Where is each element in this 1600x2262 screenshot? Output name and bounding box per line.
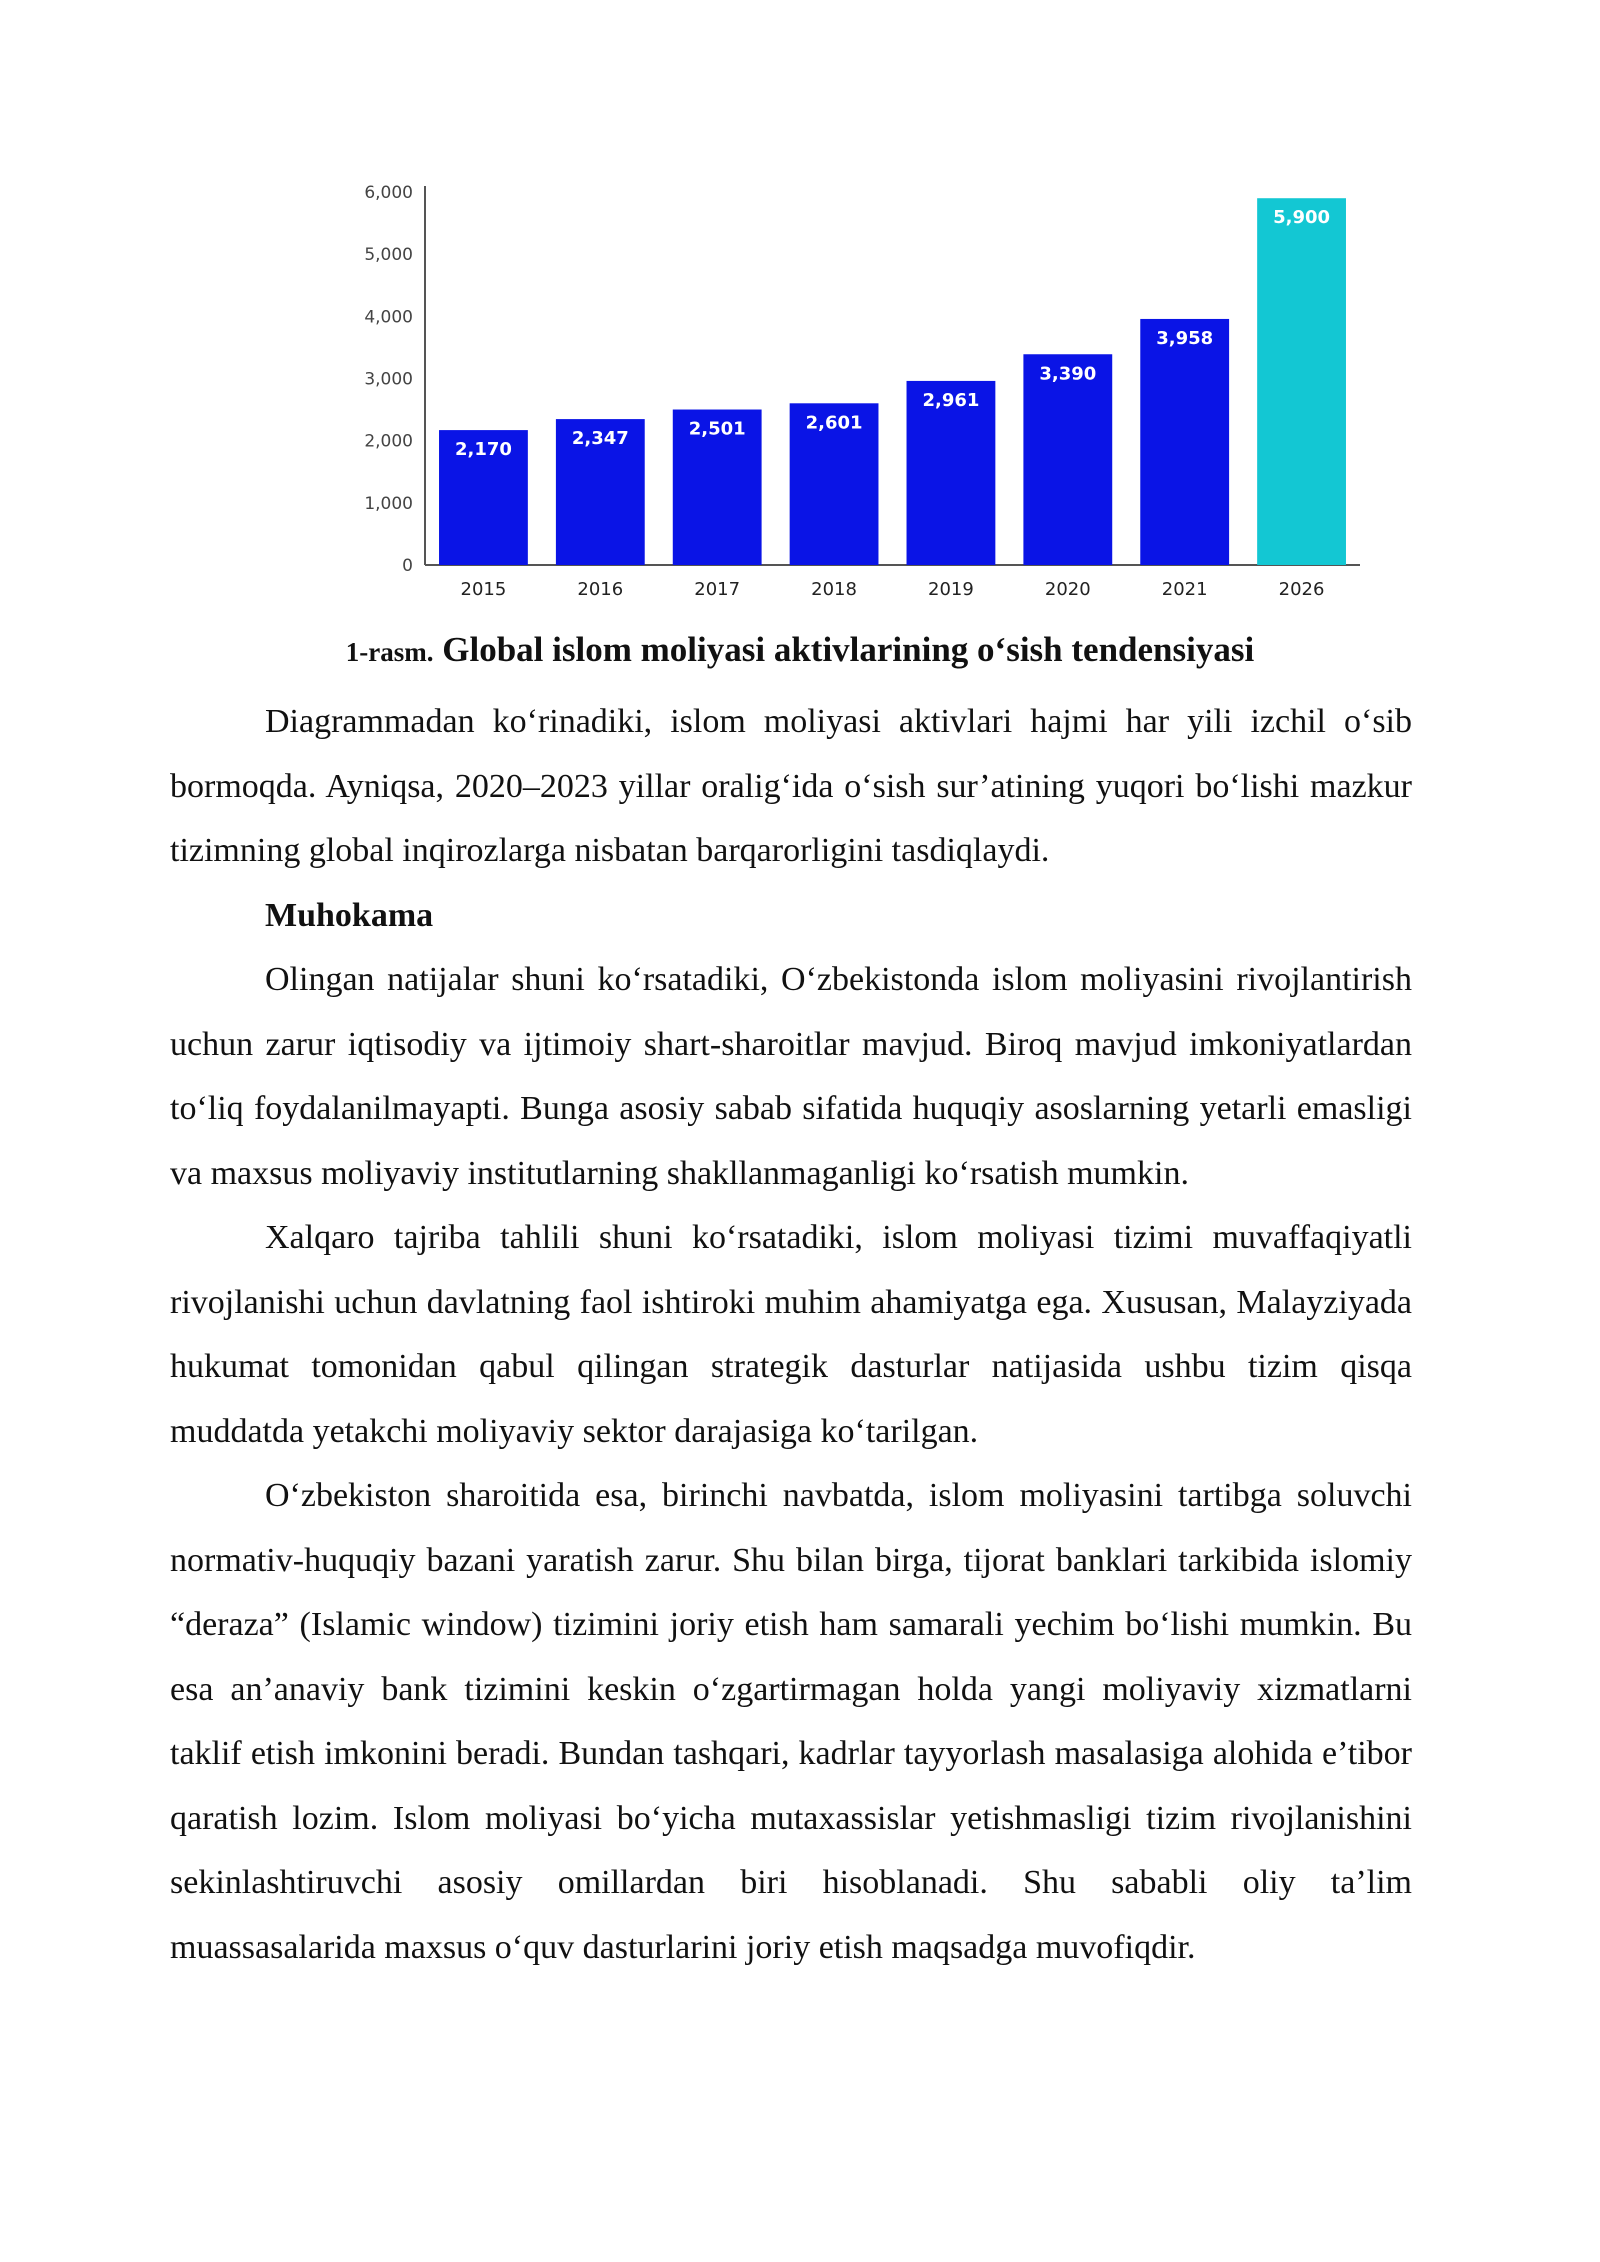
article-body (170, 690, 1412, 1980)
x-tick-label: 2015 (460, 579, 507, 600)
x-tick-label: 2017 (694, 579, 741, 600)
caption-number: 1-rasm. (345, 637, 434, 667)
figure-caption (170, 630, 1430, 672)
bar (1023, 354, 1112, 565)
x-tick-label: 2019 (928, 579, 974, 600)
bar-value-label: 2,501 (688, 418, 746, 440)
paragraph-4: O‘zbekiston sharoitida esa, birinchi navbatda, islom moliyasini tartibga soluvchi normativ-huquqiy bazani yaratish zarur. Shu bilan birga, tijorat banklari tarkibida islomiy “deraza” (Islamic window) tizimini joriy etish ham samarali yechim bo‘lishi mumkin. Bu esa an’anaviy bank tizimini keskin o‘zgartirmagan holda yangi moliyaviy xizmatlarni taklif etish imkonini beradi. Bundan tashqari, kadrlar tayyorlash masalasiga alohida e’tibor qaratish lozim. Islom moliyasi bo‘yicha mutaxassislar yetishmasligi tizim rivojlanishini sekinlashtiruvchi asosiy omillardan biri hisoblanadi. Shu sababli oliy ta’lim muassasalarida maxsus o‘quv dasturlarini joriy etish maqsadga muvofiqdir. (170, 1477, 1412, 1966)
y-tick-label: 5,000 (364, 245, 413, 266)
bar (1140, 319, 1229, 565)
section-heading: Muhokama (265, 896, 434, 934)
bar-value-label: 2,347 (571, 428, 629, 450)
y-tick-label: 6,000 (364, 183, 413, 203)
chart-svg (340, 170, 1380, 630)
y-tick-label: 2,000 (364, 431, 413, 452)
bar (1257, 198, 1346, 565)
y-tick-label: 3,000 (364, 369, 413, 390)
y-tick-label: 4,000 (364, 307, 413, 328)
bar-value-label: 3,958 (1156, 327, 1214, 349)
x-tick-label: 2018 (811, 579, 857, 600)
x-tick-label: 2020 (1044, 579, 1091, 600)
y-tick-label: 1,000 (364, 493, 413, 514)
bar-value-label: 3,390 (1039, 363, 1097, 385)
paragraph-2: Olingan natijalar shuni ko‘rsatadiki, O‘zbekistonda islom moliyasini rivojlantirish uchun zarur iqtisodiy va ijtimoiy shart-sharoitlar mavjud. Biroq mavjud imkoniyatlardan to‘liq foydalanilmayapti. Bunga asosiy sabab sifatida huquqiy asoslarning yetarli emasligi va maxsus moliyaviy institutlarning shakllanmaganligi ko‘rsatish mumkin. (170, 961, 1412, 1192)
paragraph-3: Xalqaro tajriba tahlili shuni ko‘rsatadiki, islom moliyasi tizimi muvaffaqiyatli rivojlanishi uchun davlatning faol ishtiroki muhim ahamiyatga ega. Xususan, Malayziyada hukumat tomonidan qabul qilingan strategik dasturlar natijasida ushbu tizim qisqa muddatda yetakchi moliyaviy sektor darajasiga ko‘tarilgan. (170, 1219, 1412, 1450)
bar-value-label: 2,961 (922, 389, 980, 411)
paragraph-1: Diagrammadan ko‘rinadiki, islom moliyasi aktivlari hajmi har yili izchil o‘sib bormoqda. Ayniqsa, 2020–2023 yillar oralig‘ida o‘sish sur’atining yuqori bo‘lishi mazkur tizimning global inqirozlarga nisbatan barqarorligini tasdiqlaydi. (170, 703, 1412, 869)
bar-value-label: 5,900 (1273, 207, 1331, 229)
y-tick-label: 0 (402, 556, 413, 576)
x-tick-label: 2016 (577, 579, 624, 600)
bar-value-label: 2,601 (805, 412, 863, 434)
bar-value-label: 2,170 (454, 439, 512, 461)
caption-title: Global islom moliyasi aktivlarining o‘sish tendensiyasi (442, 630, 1255, 669)
bar-chart (340, 170, 1380, 630)
x-tick-label: 2021 (1161, 579, 1208, 600)
x-tick-label: 2026 (1278, 579, 1325, 600)
